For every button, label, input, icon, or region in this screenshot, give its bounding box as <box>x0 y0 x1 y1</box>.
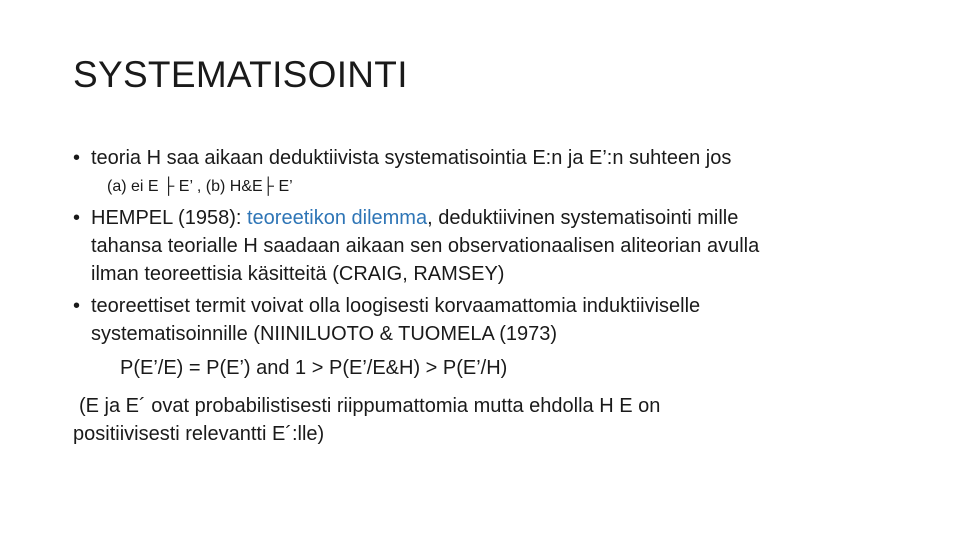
bullet-prefix: HEMPEL (1958): <box>91 207 247 229</box>
bullet-line <box>91 204 913 232</box>
bullet-text: teoria H saa aikaan deduktiivista systematisointia E:n ja E’:n suhteen jos <box>91 147 732 169</box>
bullet-dot: • <box>73 147 81 169</box>
bullet-line: systematisoinnille (NIINILUOTO & TUOMELA (1973) <box>91 323 558 345</box>
bullet-line: tahansa teorialle H saadaan aikaan sen observationaalisen aliteorian avulla <box>91 235 760 257</box>
bullet-item-3 <box>73 292 913 348</box>
formula: P(E’/E) = P(E’) and 1 > P(E’/E&H) > P(E’/H) <box>120 357 508 379</box>
bullet-dot: • <box>73 207 81 229</box>
slide-title: SYSTEMATISOINTI <box>73 54 408 95</box>
sub-condition: (a) ei E ├ E’ , (b) H&E├ E’ <box>107 178 293 195</box>
bullet-line-rest: , deduktiivinen systematisointi mille <box>427 207 739 229</box>
note-line: positiivisesti relevantti E´:lle) <box>73 423 325 445</box>
note-line: (E ja E´ ovat probabilistisesti riippumattomia mutta ehdolla H E on <box>79 395 661 417</box>
bullet-item-2 <box>73 204 913 288</box>
highlighted-term: teoreetikon dilemma <box>247 207 428 229</box>
slide-content <box>73 144 913 448</box>
bullet-item-1 <box>73 144 913 172</box>
bullet-dot: • <box>73 295 81 317</box>
bullet-line: ilman teoreettisia käsitteitä (CRAIG, RAMSEY) <box>91 263 505 285</box>
bullet-line: teoreettiset termit voivat olla loogisesti korvaamattomia induktiiviselle <box>91 295 701 317</box>
